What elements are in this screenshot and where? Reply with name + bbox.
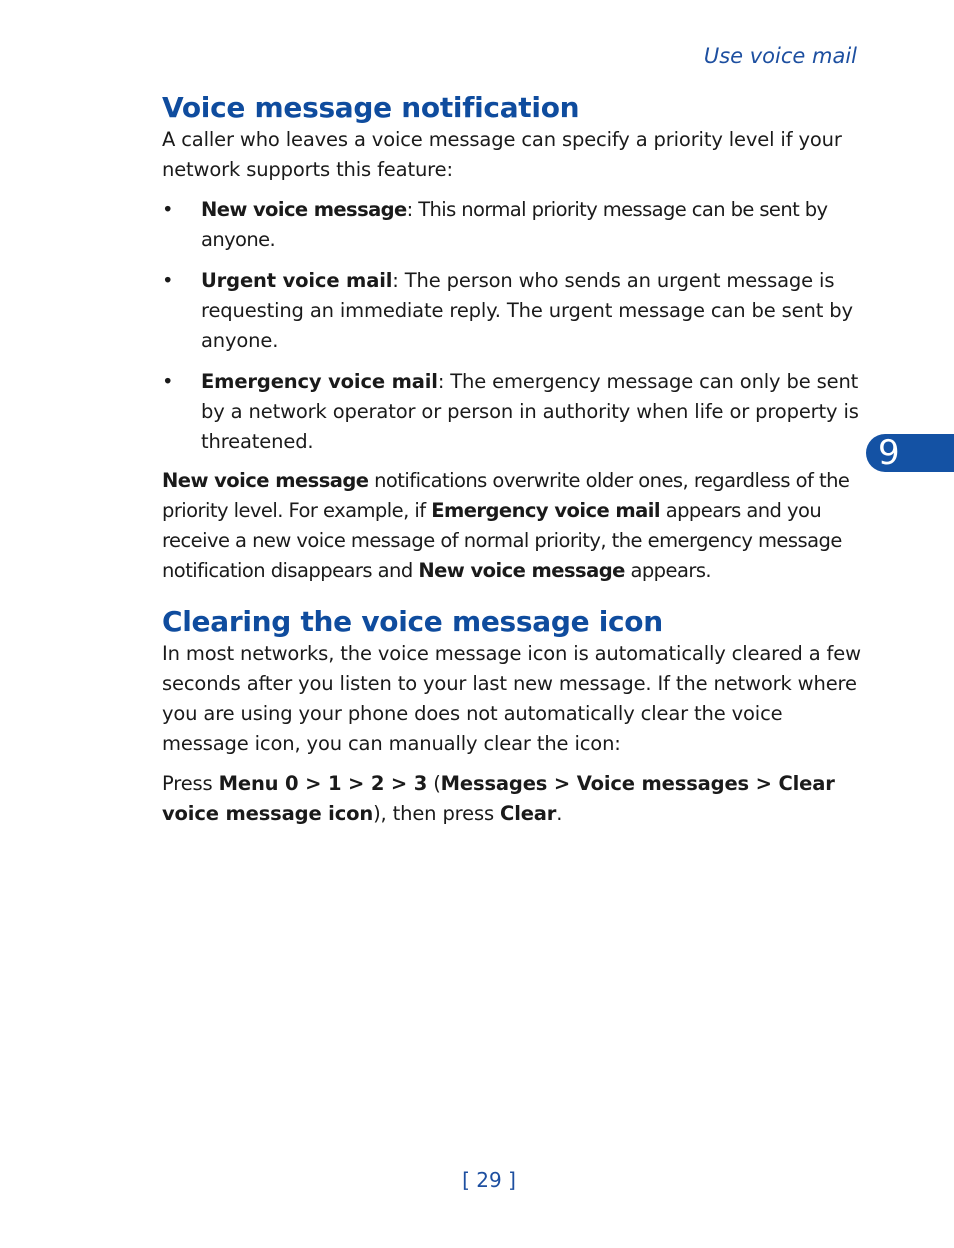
section-heading-notification: Voice message notification xyxy=(162,91,580,124)
page-number: [ 29 ] xyxy=(462,1168,516,1192)
clearing-paragraph: In most networks, the voice message icon is automatically cleared a few seconds after you listen to your last new message. If the network where you are using your phone does not automatically clear the voice message icon, you can manually clear the icon: xyxy=(162,642,861,755)
bullet-icon: • xyxy=(162,269,174,292)
notification-note: New voice message notifications overwrite older ones, regardless of the priority level. For example, if Emergency voice mail appears and you receive a new voice message of normal priority, the emergency message notification disappears and New voice message appears. xyxy=(162,469,850,582)
page-content xyxy=(162,88,862,829)
list-item: • Emergency voice mail: The emergency message can only be sent by a network operator or person in authority when life or property is threatened. xyxy=(162,367,862,457)
bullet-icon: • xyxy=(162,198,173,221)
chapter-tab xyxy=(866,434,954,472)
list-item: • New voice message: This normal priority message can be sent by anyone. xyxy=(162,195,862,255)
list-item: • Urgent voice mail: The person who sends an urgent message is requesting an immediate reply. The urgent message can be sent by anyone. xyxy=(162,266,862,356)
bullet-icon: • xyxy=(162,370,174,393)
chapter-number: 9 xyxy=(878,433,900,473)
clearing-instructions: Press Menu 0 > 1 > 2 > 3 (Messages > Voice messages > Clear voice message icon), then press Clear. xyxy=(162,772,835,825)
priority-list xyxy=(162,195,862,457)
notification-intro: A caller who leaves a voice message can specify a priority level if your network supports this feature: xyxy=(162,128,842,181)
running-head: Use voice mail xyxy=(703,44,857,68)
section-heading-clearing: Clearing the voice message icon xyxy=(162,605,663,638)
